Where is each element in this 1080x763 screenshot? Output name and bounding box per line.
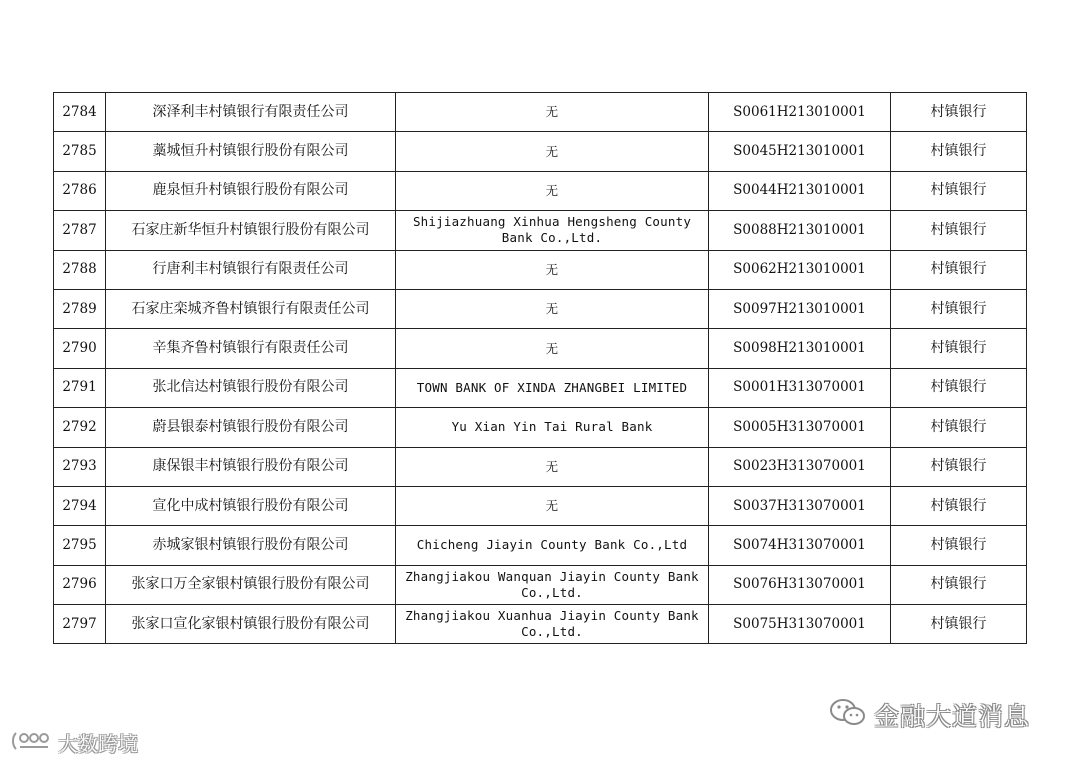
institution-code-cell: S0075H313070001 xyxy=(709,605,891,644)
institution-code-cell: S0076H313070001 xyxy=(709,565,891,604)
institution-code-cell: S0097H213010001 xyxy=(709,289,891,328)
table-row xyxy=(54,605,1027,644)
brand-logo-icon xyxy=(10,729,54,757)
english-name-cell: 无 xyxy=(396,250,709,289)
english-name-cell: TOWN BANK OF XINDA ZHANGBEI LIMITED xyxy=(396,368,709,407)
table-row xyxy=(54,408,1027,447)
table-row xyxy=(54,565,1027,604)
institution-code-cell: S0045H213010001 xyxy=(709,132,891,171)
institution-type-cell: 村镇银行 xyxy=(891,211,1027,250)
table-row xyxy=(54,132,1027,171)
english-name-cell: Chicheng Jiayin County Bank Co.,Ltd xyxy=(396,526,709,565)
english-name-cell: Zhangjiakou Xuanhua Jiayin County Bank Co.,Ltd. xyxy=(396,605,709,644)
bank-name-cell: 康保银丰村镇银行股份有限公司 xyxy=(106,447,396,486)
institution-type-cell: 村镇银行 xyxy=(891,486,1027,525)
watermark-source xyxy=(828,697,1030,733)
english-name-cell: Shijiazhuang Xinhua Hengsheng County Bank Co.,Ltd. xyxy=(396,211,709,250)
english-name-cell: 无 xyxy=(396,132,709,171)
table-row xyxy=(54,211,1027,250)
row-number-cell: 2792 xyxy=(54,408,106,447)
table-row xyxy=(54,289,1027,328)
institution-type-cell: 村镇银行 xyxy=(891,447,1027,486)
english-name-cell: 无 xyxy=(396,93,709,132)
institution-code-cell: S0074H313070001 xyxy=(709,526,891,565)
table-row xyxy=(54,368,1027,407)
row-number-cell: 2794 xyxy=(54,486,106,525)
institution-type-cell: 村镇银行 xyxy=(891,526,1027,565)
institution-type-cell: 村镇银行 xyxy=(891,289,1027,328)
watermark-source-text: 金融大道消息 xyxy=(874,702,1031,731)
bank-name-cell: 张北信达村镇银行股份有限公司 xyxy=(106,368,396,407)
institution-type-cell: 村镇银行 xyxy=(891,368,1027,407)
bank-name-cell: 石家庄栾城齐鲁村镇银行有限责任公司 xyxy=(106,289,396,328)
institution-code-cell: S0061H213010001 xyxy=(709,93,891,132)
bank-name-cell: 深泽利丰村镇银行有限责任公司 xyxy=(106,93,396,132)
institution-type-cell: 村镇银行 xyxy=(891,329,1027,368)
bank-name-cell: 宣化中成村镇银行股份有限公司 xyxy=(106,486,396,525)
table-body xyxy=(54,93,1027,644)
row-number-cell: 2788 xyxy=(54,250,106,289)
bank-list-table xyxy=(53,92,1027,644)
institution-type-cell: 村镇银行 xyxy=(891,408,1027,447)
table-row xyxy=(54,526,1027,565)
row-number-cell: 2796 xyxy=(54,565,106,604)
table-row xyxy=(54,250,1027,289)
institution-code-cell: S0001H313070001 xyxy=(709,368,891,407)
table-row xyxy=(54,171,1027,210)
table-row xyxy=(54,329,1027,368)
watermark-brand xyxy=(10,728,138,757)
bank-name-cell: 石家庄新华恒升村镇银行股份有限公司 xyxy=(106,211,396,250)
table-row xyxy=(54,93,1027,132)
row-number-cell: 2789 xyxy=(54,289,106,328)
row-number-cell: 2786 xyxy=(54,171,106,210)
institution-code-cell: S0098H213010001 xyxy=(709,329,891,368)
english-name-cell: 无 xyxy=(396,289,709,328)
table-row xyxy=(54,447,1027,486)
institution-code-cell: S0062H213010001 xyxy=(709,250,891,289)
institution-type-cell: 村镇银行 xyxy=(891,605,1027,644)
english-name-cell: 无 xyxy=(396,171,709,210)
row-number-cell: 2787 xyxy=(54,211,106,250)
table-row xyxy=(54,486,1027,525)
bank-name-cell: 张家口宣化家银村镇银行股份有限公司 xyxy=(106,605,396,644)
english-name-cell: Zhangjiakou Wanquan Jiayin County Bank Co.,Ltd. xyxy=(396,565,709,604)
institution-code-cell: S0044H213010001 xyxy=(709,171,891,210)
row-number-cell: 2790 xyxy=(54,329,106,368)
institution-type-cell: 村镇银行 xyxy=(891,250,1027,289)
row-number-cell: 2795 xyxy=(54,526,106,565)
english-name-cell: 无 xyxy=(396,329,709,368)
institution-type-cell: 村镇银行 xyxy=(891,93,1027,132)
english-name-cell: 无 xyxy=(396,447,709,486)
row-number-cell: 2784 xyxy=(54,93,106,132)
row-number-cell: 2791 xyxy=(54,368,106,407)
english-name-cell: 无 xyxy=(396,486,709,525)
english-name-cell: Yu Xian Yin Tai Rural Bank xyxy=(396,408,709,447)
bank-name-cell: 辛集齐鲁村镇银行有限责任公司 xyxy=(106,329,396,368)
institution-type-cell: 村镇银行 xyxy=(891,565,1027,604)
institution-code-cell: S0005H313070001 xyxy=(709,408,891,447)
bank-name-cell: 蔚县银泰村镇银行股份有限公司 xyxy=(106,408,396,447)
row-number-cell: 2785 xyxy=(54,132,106,171)
institution-type-cell: 村镇银行 xyxy=(891,132,1027,171)
institution-code-cell: S0088H213010001 xyxy=(709,211,891,250)
row-number-cell: 2797 xyxy=(54,605,106,644)
bank-name-cell: 赤城家银村镇银行股份有限公司 xyxy=(106,526,396,565)
institution-type-cell: 村镇银行 xyxy=(891,171,1027,210)
bank-name-cell: 藁城恒升村镇银行股份有限公司 xyxy=(106,132,396,171)
bank-name-cell: 行唐利丰村镇银行有限责任公司 xyxy=(106,250,396,289)
watermark-brand-text: 大数跨境 xyxy=(58,732,138,756)
bank-name-cell: 张家口万全家银村镇银行股份有限公司 xyxy=(106,565,396,604)
wechat-icon xyxy=(828,697,868,733)
institution-code-cell: S0037H313070001 xyxy=(709,486,891,525)
institution-code-cell: S0023H313070001 xyxy=(709,447,891,486)
row-number-cell: 2793 xyxy=(54,447,106,486)
bank-name-cell: 鹿泉恒升村镇银行股份有限公司 xyxy=(106,171,396,210)
